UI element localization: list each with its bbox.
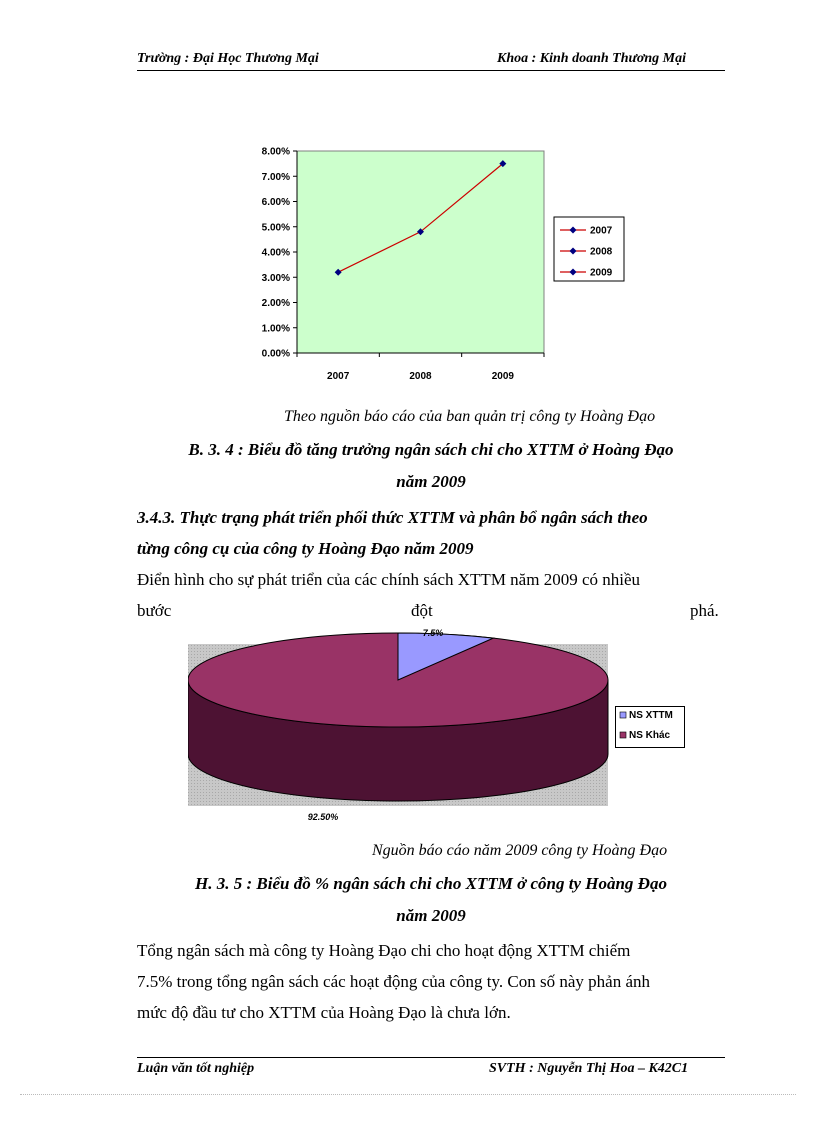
- para-word-dot: đột: [411, 601, 433, 620]
- y-tick-label: 4.00%: [261, 247, 290, 259]
- section-heading: 3.4.3. Thực trạng phát triển phối thức XTTM và phân bổ ngân sách theo: [137, 508, 648, 527]
- line-chart: [240, 140, 640, 390]
- conclusion-line-2: 7.5% trong tổng ngân sách các hoạt động của công ty. Con số này phản ánh: [137, 972, 651, 991]
- footer-thesis: Luận văn tốt nghiệp: [137, 1061, 255, 1076]
- pie-legend-label: NS Khác: [629, 730, 671, 741]
- x-tick-label: 2009: [491, 371, 514, 382]
- pie-chart-caption-year: năm 2009: [396, 906, 466, 925]
- y-tick-label: 5.00%: [261, 222, 290, 234]
- page-bottom-border: [20, 1094, 796, 1095]
- section-paragraph: Điển hình cho sự phát triển của các chính sách XTTM năm 2009 có nhiều: [137, 570, 641, 589]
- pie-label-xttm: 7.5%: [422, 628, 444, 638]
- y-tick-label: 6.00%: [261, 197, 290, 208]
- pie-legend-swatch: [620, 732, 626, 738]
- pie-chart-source: Nguồn báo cáo năm 2009 công ty Hoàng Đạo: [372, 842, 668, 859]
- x-tick-label: 2007: [327, 371, 350, 382]
- y-tick-label: 0.00%: [261, 348, 290, 360]
- para-word-buoc: bước: [137, 601, 172, 620]
- header-rule: [137, 70, 725, 71]
- line-chart-plot-area: [297, 151, 544, 353]
- header-faculty: Khoa : Kinh doanh Thương Mại: [497, 51, 687, 66]
- legend-label: 2008: [590, 246, 613, 258]
- para-word-pha: phá.: [690, 601, 719, 620]
- line-chart-caption-year: năm 2009: [396, 472, 466, 491]
- pie-legend-label: NS XTTM: [629, 710, 673, 721]
- conclusion-line-3: mức độ đầu tư cho XTTM của Hoàng Đạo là chưa lớn.: [137, 1003, 511, 1022]
- line-chart-source: Theo nguồn báo cáo của ban quản trị công ty Hoàng Đạo: [284, 408, 656, 425]
- pie-chart-caption: H. 3. 5 : Biểu đồ % ngân sách chi cho XTTM ở công ty Hoàng Đạo: [195, 874, 667, 893]
- footer-student: SVTH : Nguyễn Thị Hoa – K42C1: [489, 1061, 689, 1076]
- line-chart-caption: B. 3. 4 : Biểu đồ tăng trưởng ngân sách chi cho XTTM ở Hoàng Đạo: [188, 440, 674, 459]
- pie-chart: [188, 624, 614, 824]
- pie-legend: [615, 706, 685, 748]
- y-tick-label: 7.00%: [261, 171, 290, 183]
- footer-rule-left: [137, 1057, 323, 1058]
- footer-rule-right: [323, 1057, 725, 1058]
- pie-label-khac: 92.50%: [307, 812, 339, 822]
- header-school: Trường : Đại Học Thương Mại: [137, 51, 319, 66]
- y-tick-label: 1.00%: [261, 323, 290, 335]
- section-heading-cont: từng công cụ của công ty Hoàng Đạo năm 2009: [137, 539, 474, 558]
- line-chart-legend: [554, 217, 624, 281]
- y-tick-label: 3.00%: [261, 272, 290, 284]
- conclusion-line-1: Tổng ngân sách mà công ty Hoàng Đạo chi cho hoạt động XTTM chiếm: [137, 941, 631, 960]
- x-tick-label: 2008: [409, 371, 432, 382]
- legend-label: 2009: [590, 267, 613, 279]
- y-tick-label: 8.00%: [261, 146, 290, 158]
- y-tick-label: 2.00%: [261, 298, 290, 309]
- pie-legend-swatch: [620, 712, 626, 718]
- legend-label: 2007: [590, 225, 613, 237]
